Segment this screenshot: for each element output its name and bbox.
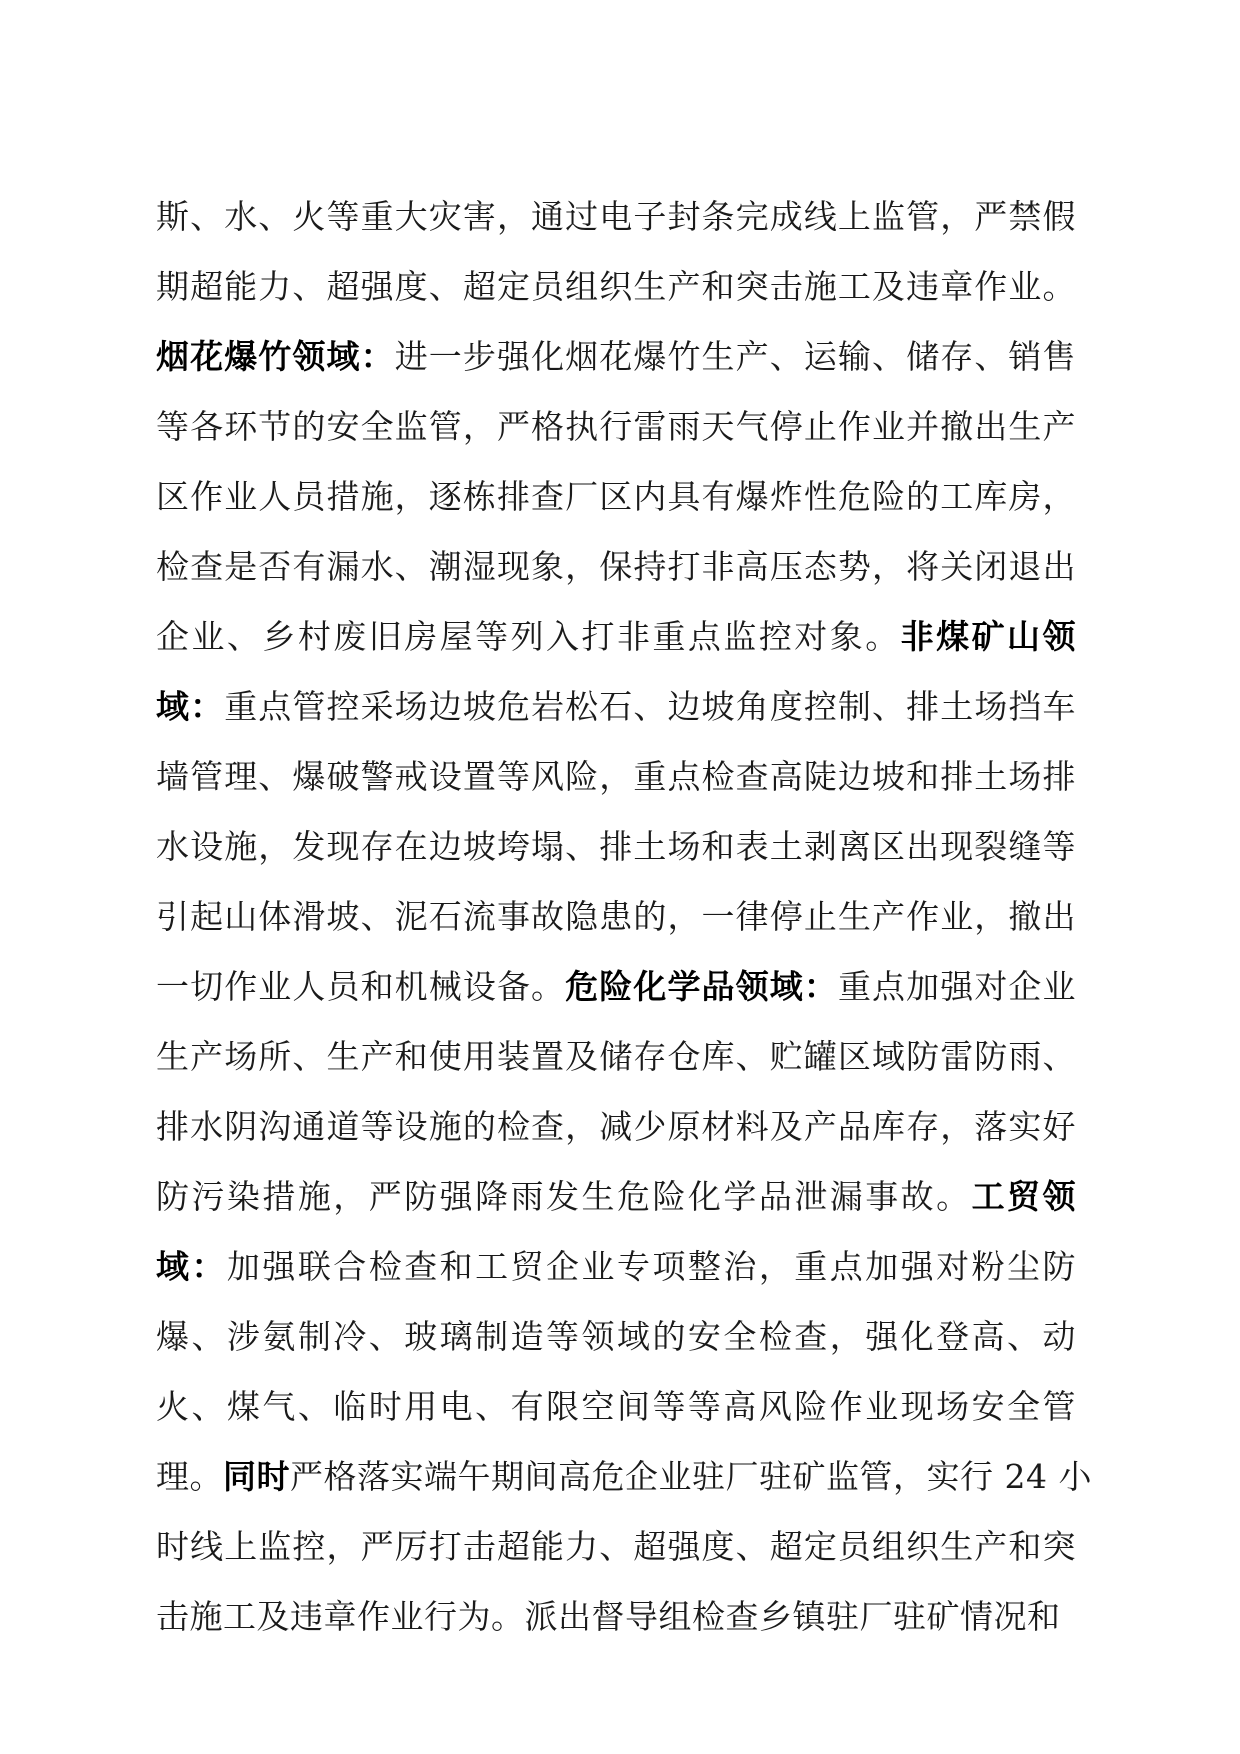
text-span: 区作业人员措施，逐栋排查厂区内具有爆炸性危险的工库房， [156, 477, 1076, 516]
text-line [156, 462, 1076, 532]
bold-heading-span: 域： [156, 687, 225, 726]
text-line [156, 812, 1076, 882]
text-line [156, 1232, 1076, 1302]
text-line [156, 1372, 1076, 1442]
text-line [156, 1582, 1076, 1652]
text-line [156, 602, 1076, 672]
text-span: 防污染措施，严防强降雨发生危险化学品泄漏事故。 [156, 1177, 972, 1216]
text-span: 重点加强对企业 [837, 967, 1077, 1006]
bold-heading-span: 烟花爆竹领域： [156, 337, 395, 376]
bold-heading-span: 非煤矿山领 [900, 617, 1077, 656]
text-line [156, 1442, 1092, 1512]
text-span: 企业、乡村废旧房屋等列入打非重点监控对象。 [156, 617, 901, 656]
text-line [156, 182, 1076, 252]
text-line [156, 742, 1076, 812]
text-line [156, 1162, 1076, 1232]
bold-heading-span: 域： [156, 1247, 227, 1286]
text-span: 引起山体滑坡、泥石流事故隐患的，一律停止生产作业，撤出 [156, 897, 1076, 936]
body-text [156, 182, 1092, 1652]
text-span: 水设施，发现存在边坡垮塌、排土场和表土剥离区出现裂缝等 [156, 827, 1076, 866]
text-line [156, 882, 1076, 952]
text-line [156, 392, 1076, 462]
text-line [156, 1512, 1076, 1582]
text-line [156, 1022, 1076, 1092]
text-span: 排水阴沟通道等设施的检查，减少原材料及产品库存，落实好 [156, 1107, 1076, 1146]
text-span: 斯、水、火等重大灾害，通过电子封条完成线上监管，严禁假 [156, 197, 1076, 236]
text-span: 墙管理、爆破警戒设置等风险，重点检查高陡边坡和排土场排 [156, 757, 1076, 796]
text-line [156, 252, 1076, 322]
text-span: 严格落实端午期间高危企业驻厂驻矿监管，实行 24 小 [290, 1457, 1092, 1496]
text-line [156, 672, 1076, 742]
text-span: 生产场所、生产和使用装置及储存仓库、贮罐区域防雷防雨、 [156, 1037, 1076, 1076]
text-line [156, 952, 1076, 1022]
text-span: 加强联合检查和工贸企业专项整治，重点加强对粉尘防 [226, 1247, 1077, 1286]
text-line [156, 322, 1076, 392]
text-line [156, 1092, 1076, 1162]
bold-heading-span: 同时 [223, 1457, 290, 1496]
text-span: 等各环节的安全监管，严格执行雷雨天气停止作业并撤出生产 [156, 407, 1076, 446]
text-span: 重点管控采场边坡危岩松石、边坡角度控制、排土场挡车 [224, 687, 1077, 726]
text-line [156, 532, 1076, 602]
text-span: 一切作业人员和机械设备。 [156, 967, 566, 1006]
text-span: 进一步强化烟花爆竹生产、运输、储存、销售 [394, 337, 1077, 376]
text-span: 理。 [156, 1457, 223, 1496]
text-span: 火、煤气、临时用电、有限空间等等高风险作业现场安全管 [156, 1387, 1076, 1426]
bold-heading-span: 工贸领 [971, 1177, 1077, 1216]
text-span: 检查是否有漏水、潮湿现象，保持打非高压态势，将关闭退出 [156, 547, 1076, 586]
text-span: 期超能力、超强度、超定员组织生产和突击施工及违章作业。 [156, 267, 1076, 306]
text-span: 爆、涉氨制冷、玻璃制造等领域的安全检查，强化登高、动 [156, 1317, 1076, 1356]
text-span: 时线上监控，严厉打击超能力、超强度、超定员组织生产和突 [156, 1527, 1076, 1566]
bold-heading-span: 危险化学品领域： [565, 967, 838, 1006]
text-line [156, 1302, 1076, 1372]
text-span: 击施工及违章作业行为。派出督导组检查乡镇驻厂驻矿情况和 [156, 1597, 1061, 1636]
